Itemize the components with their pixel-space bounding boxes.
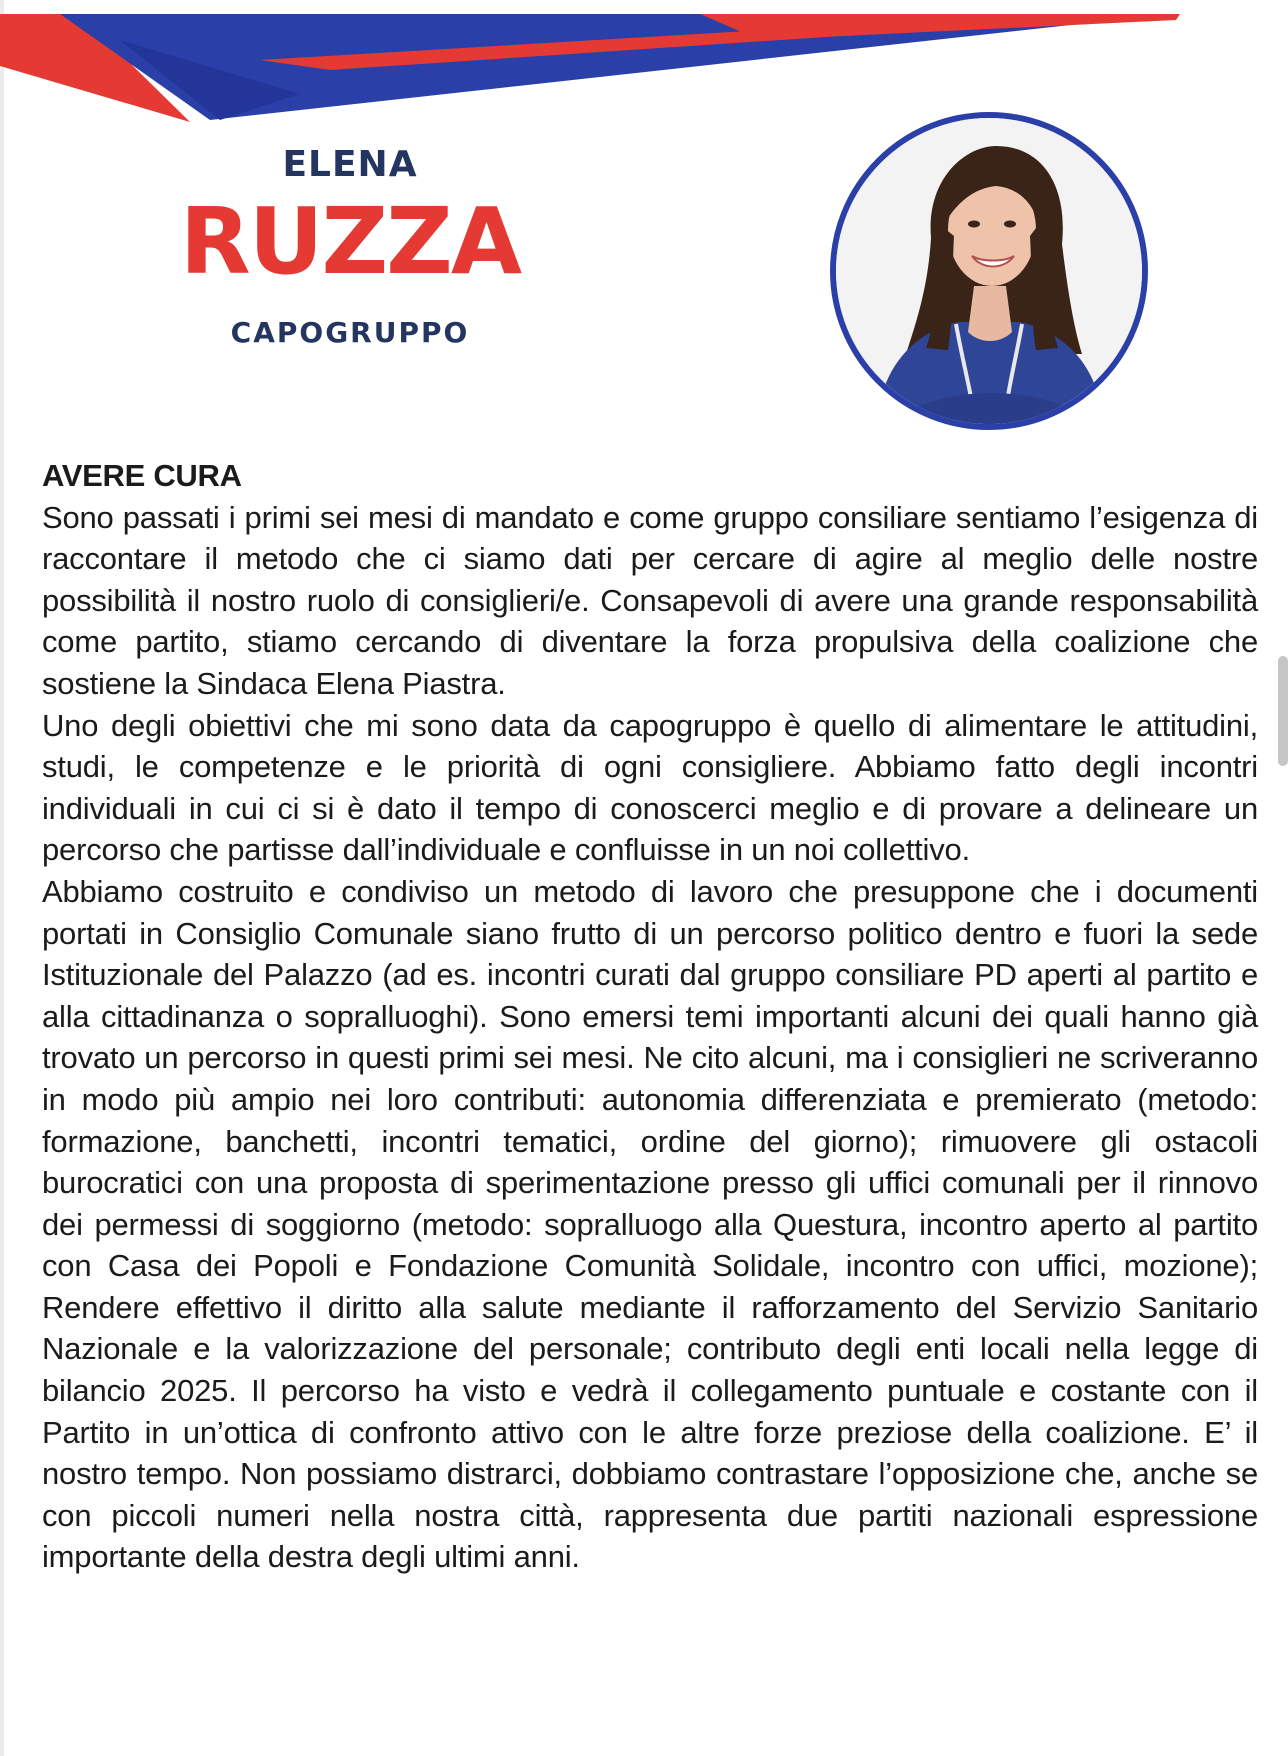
paragraph: Abbiamo costruito e condiviso un metodo di lavoro che presuppone che i documenti portati in Consiglio Comunale siano frutto di un percorso politico dentro e fuori la sede Istituzionale del Palazzo (ad es. incontri curati dal gruppo consiliare PD aperti al partito e alla cittadinanza o sopralluoghi). Sono emersi temi importanti alcuni dei quali hanno già trovato un percorso in questi primi sei mesi. Ne cito alcuni, ma i consiglieri ne scriveranno in modo più ampio nei loro contributi: autonomia differenziata e premierato (metodo: formazione, banchetti, incontri tematici, ordine del giorno); rimuovere gli ostacoli burocratici con una proposta di sperimentazione presso gli uffici comunali per il rinnovo dei permessi di soggiorno (metodo: sopralluogo alla Questura, incontro aperto al partito con Casa dei Popoli e Fondazione Comunità Solidale, incontro con uffici, mozione); Rendere effettivo il diritto alla salute mediante il rafforzamento del Servizio Sanitario Nazionale e la valorizzazione del personale; contributo degli enti locali nella legge di bilancio 2025. Il percorso ha visto e vedrà il collegamento puntuale e costante con il Partito in un’ottica di confronto attivo con le altre forze preziose della coalizione. E’ il nostro tempo. Non possiamo distrarci, dobbiamo contrastare l’opposizione che, anche se con piccoli numeri nella nostra città, rappresenta due partiti nazionali espressione importante della destra degli ultimi anni. [42,873,1258,1575]
paragraph: Uno degli obiettivi che mi sono data da capogruppo è quello di alimentare le attitudini, studi, le competenze e le priorità di ogni consigliere. Abbiamo fatto degli incontri individuali in cui ci si è dato il tempo di conoscerci meglio e di provare a delineare un percorso che partisse dall’individuale e confluisse in un noi collettivo. [42,707,1258,868]
portrait-photo [830,112,1148,430]
article-body [42,455,1258,1578]
last-name: RUZZA [179,188,521,295]
header [0,0,1288,440]
person-portrait-icon [836,118,1142,424]
role-title: CAPOGRUPPO [230,316,470,349]
first-name: ELENA [282,144,418,185]
paragraph: Sono passati i primi sei mesi di mandato e come gruppo consiliare sentiamo l’esigenza di raccontare il metodo che ci siamo dati per cercare di agire al meglio delle nostre possibilità il nostro ruolo di consiglieri/e. Consapevoli di avere una grande responsabilità come partito, stiamo cercando di diventare la forza propulsiva della coalizione che sostiene la Sindaca Elena Piastra. [42,499,1258,701]
scrollbar-thumb[interactable] [1278,656,1288,766]
section-title: AVERE CURA [42,458,242,493]
